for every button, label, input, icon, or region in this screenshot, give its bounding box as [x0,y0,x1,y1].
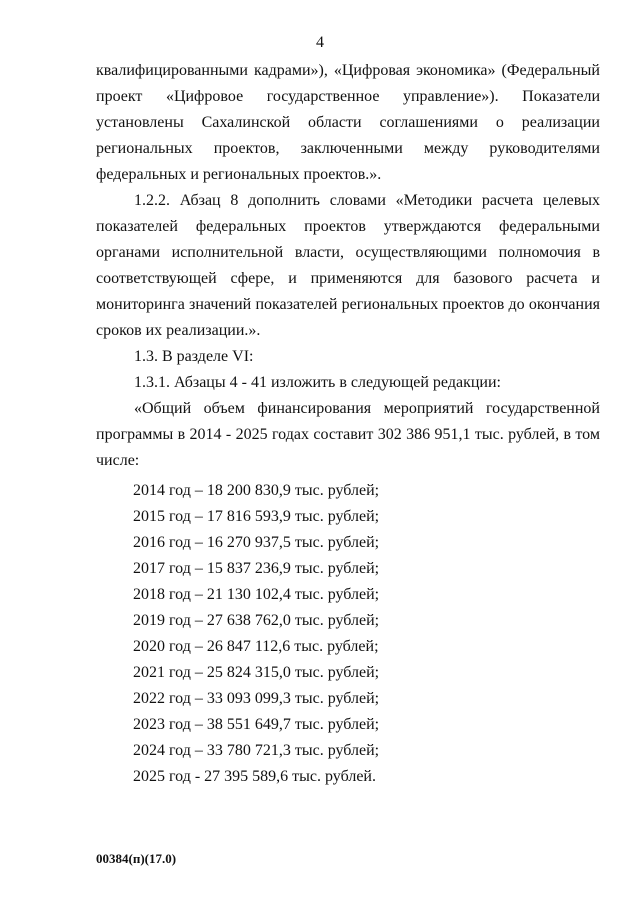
document-code: 00384(п)(17.0) [96,851,177,866]
paragraph-1-3-1: 1.3.1. Абзацы 4 - 41 изложить в следующей редакции: [134,374,501,391]
paragraph-financing-total: «Общий объем финансирования мероприятий государственной программы в 2014 - 2025 годах составит 302 386 951,1 тыс. рублей, в том числе: [96,400,600,469]
year-line-2022: 2022 год – 33 093 099,3 тыс. рублей; [133,690,380,707]
year-line-2016: 2016 год – 16 270 937,5 тыс. рублей; [133,534,380,551]
year-line-2025: 2025 год - 27 395 589,6 тыс. рублей. [133,768,376,785]
paragraph-1-3: 1.3. В разделе VI: [134,348,254,365]
year-line-2014: 2014 год – 18 200 830,9 тыс. рублей; [133,482,380,499]
year-line-2018: 2018 год – 21 130 102,4 тыс. рублей; [133,586,380,603]
year-line-2021: 2021 год – 25 824 315,0 тыс. рублей; [133,664,380,681]
year-line-2020: 2020 год – 26 847 112,6 тыс. рублей; [133,638,379,655]
paragraph-1-2-2: 1.2.2. Абзац 8 дополнить словами «Методики расчета целевых показателей федеральных проектов утверждаются федеральными органами исполнительной власти, осуществляющими полномочия в соответствующей сфере, и применяются для базового расчета и мониторинга значений показателей региональных проектов до окончания сроков их реализации.». [96,192,600,339]
financing-by-year-list [133,478,600,790]
page-number: 4 [316,34,324,51]
paragraph-continuation: квалифицированными кадрами»), «Цифровая экономика» (Федеральный проект «Цифровое государственное управление»). Показатели установлены Сахалинской области соглашениями о реализации региональных проектов, заключенными между руководителями федеральных и региональных проектов.». [96,62,600,183]
document-body [96,58,600,790]
year-line-2015: 2015 год – 17 816 593,9 тыс. рублей; [133,508,380,525]
year-line-2023: 2023 год – 38 551 649,7 тыс. рублей; [133,716,380,733]
year-line-2024: 2024 год – 33 780 721,3 тыс. рублей; [133,742,380,759]
year-line-2017: 2017 год – 15 837 236,9 тыс. рублей; [133,560,380,577]
year-line-2019: 2019 год – 27 638 762,0 тыс. рублей; [133,612,380,629]
